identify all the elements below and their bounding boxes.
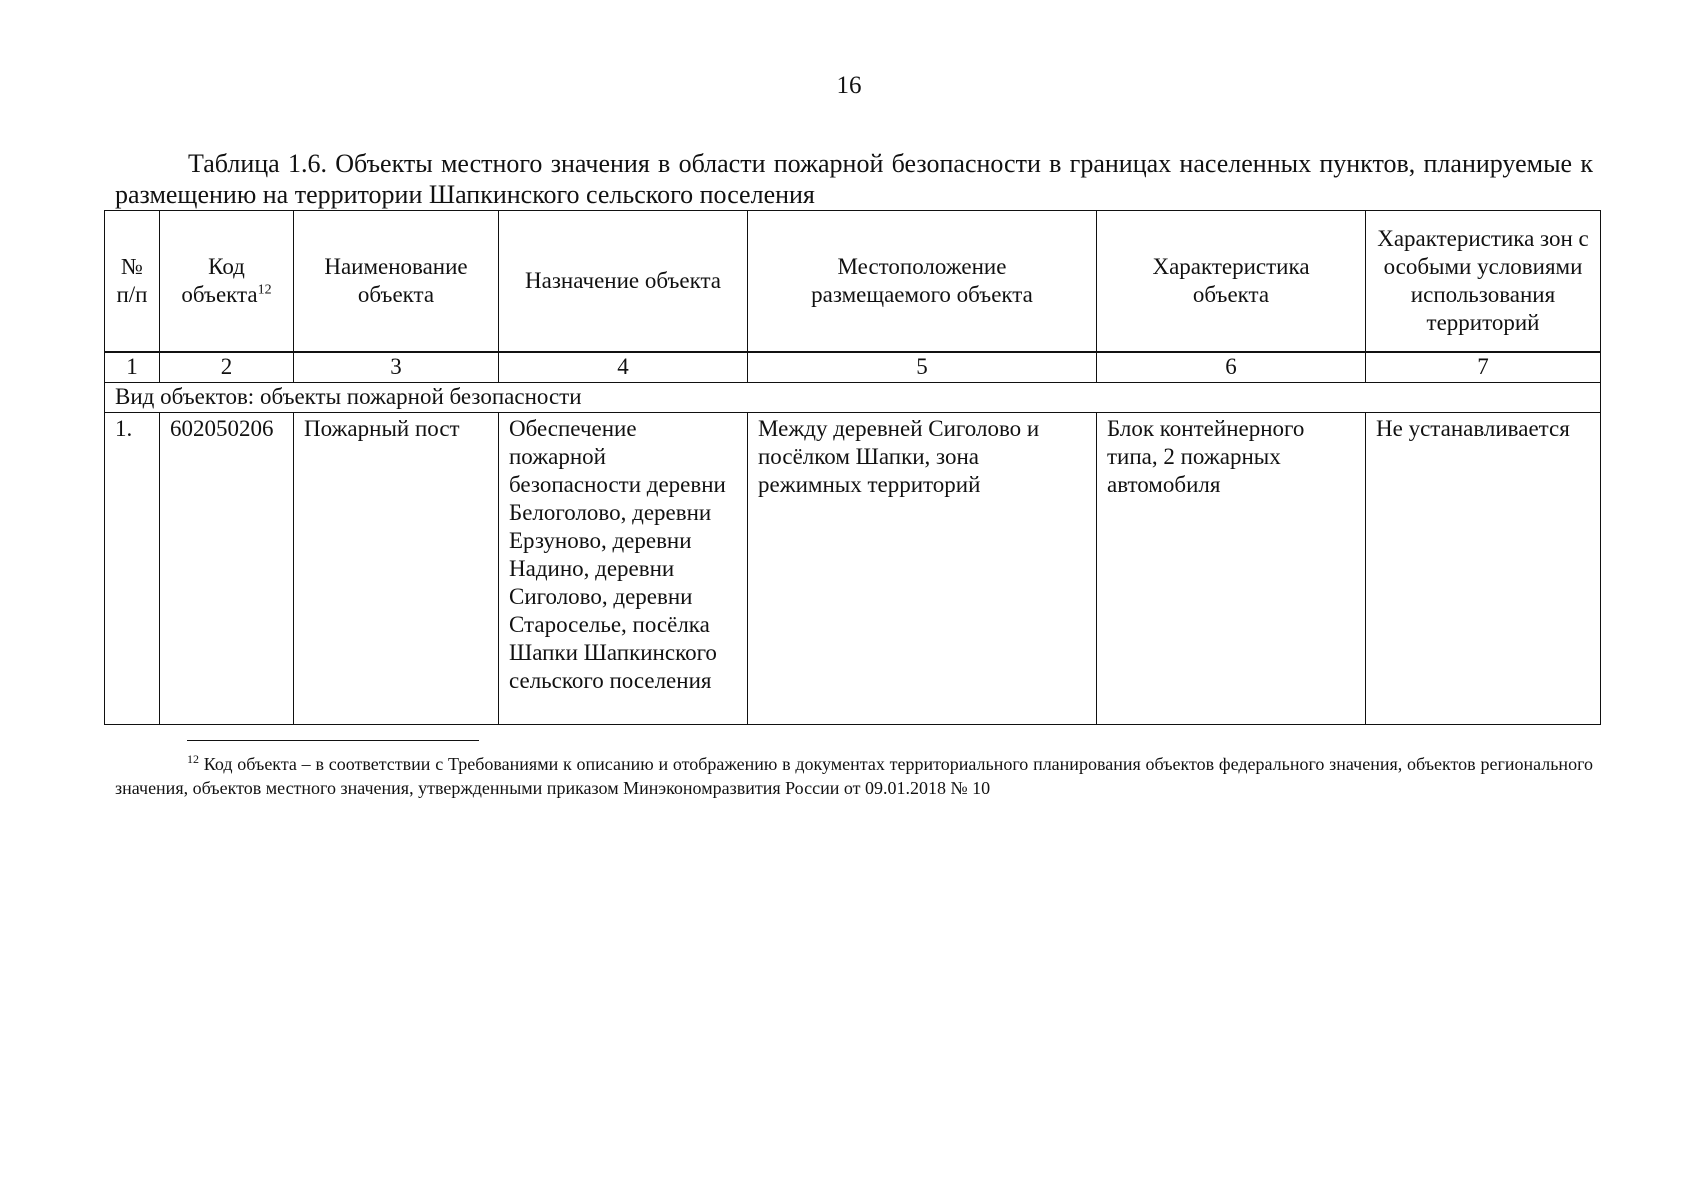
table-header-row bbox=[105, 211, 1601, 353]
column-number: 2 bbox=[160, 352, 294, 383]
header-name: Наименование объекта bbox=[294, 211, 499, 353]
header-zones: Характеристика зон с особыми условиями использования территорий bbox=[1366, 211, 1601, 353]
header-code-label: Код объекта bbox=[181, 254, 258, 307]
cell-code: 602050206 bbox=[160, 413, 294, 725]
cell-location: Между деревней Сиголово и посёлком Шапки, зона режимных территорий bbox=[748, 413, 1097, 725]
header-num-line2: п/п bbox=[116, 282, 148, 307]
column-number: 1 bbox=[105, 352, 160, 383]
header-purpose: Назначение объекта bbox=[499, 211, 748, 353]
header-num-line1: № bbox=[121, 254, 143, 279]
column-number: 7 bbox=[1366, 352, 1601, 383]
header-characteristics: Характеристика объекта bbox=[1097, 211, 1366, 353]
cell-purpose: Обеспечение пожарной безопасности деревни Белоголово, деревни Ерзуново, деревни Надино, деревни Сиголово, деревни Староселье, посёлка Шапки Шапкинского сельского поселения bbox=[499, 413, 748, 725]
footnote-divider bbox=[187, 740, 479, 741]
footnote bbox=[115, 752, 1593, 800]
column-number: 6 bbox=[1097, 352, 1366, 383]
column-number-row bbox=[105, 352, 1601, 383]
cell-zones: Не устанавливается bbox=[1366, 413, 1601, 725]
footnote-marker: 12 bbox=[187, 752, 199, 766]
footnote-ref: 12 bbox=[257, 282, 272, 298]
cell-num: 1. bbox=[105, 413, 160, 725]
cell-name: Пожарный пост bbox=[294, 413, 499, 725]
table-row bbox=[105, 413, 1601, 725]
header-num bbox=[105, 211, 160, 353]
category-row bbox=[105, 383, 1601, 413]
column-number: 4 bbox=[499, 352, 748, 383]
header-location: Местоположение размещаемого объекта bbox=[748, 211, 1097, 353]
table-caption: Таблица 1.6. Объекты местного значения в области пожарной безопасности в границах населенных пунктов, планируемые к размещению на территории Шапкинского сельского поселения bbox=[115, 149, 1593, 209]
page-number: 16 bbox=[836, 72, 862, 99]
column-number: 3 bbox=[294, 352, 499, 383]
category-label: Вид объектов: объекты пожарной безопасности bbox=[105, 383, 1601, 413]
objects-table bbox=[104, 210, 1601, 725]
cell-characteristics: Блок контейнерного типа, 2 пожарных автомобиля bbox=[1097, 413, 1366, 725]
header-code bbox=[160, 211, 294, 353]
footnote-text: Код объекта – в соответствии с Требованиями к описанию и отображению в документах территориального планирования объектов федерального значения, объектов регионального значения, объектов местного значения, утвержденными приказом Минэкономразвития России от 09.01.2018 № 10 bbox=[115, 754, 1593, 798]
column-number: 5 bbox=[748, 352, 1097, 383]
